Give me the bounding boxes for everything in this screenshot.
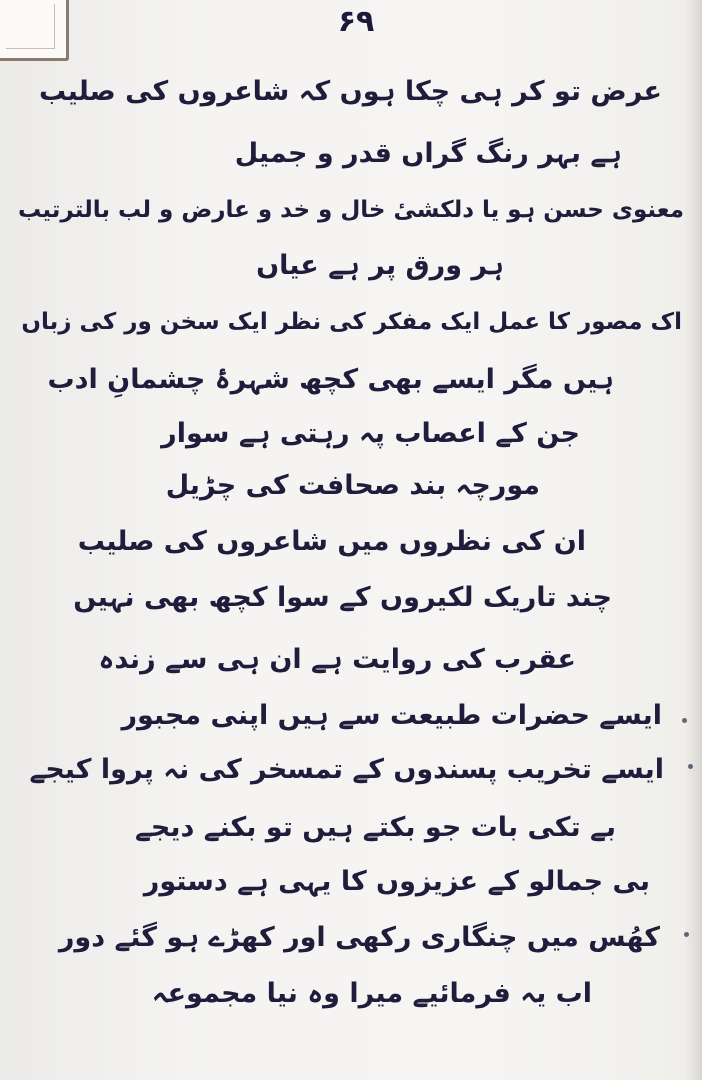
ink-speck — [684, 932, 689, 937]
poem-line: بے تکی بات جو بکتے ہیں تو بکنے دیجے — [135, 812, 616, 843]
page-edge-shadow — [684, 0, 702, 1080]
poem-line: ایسے تخریب پسندوں کے تمسخر کی نہ پروا کیجے — [29, 754, 664, 785]
poem-line: چند تاریک لکیروں کے سوا کچھ بھی نہیں — [73, 582, 612, 613]
ink-speck — [682, 718, 687, 723]
poem-line: ایسے حضرات طبیعت سے ہیں اپنی مجبور — [121, 700, 662, 731]
poem-line: معنوی حسن ہو یا دلکشیٔ خال و خد و عارض و لب بالترتیب — [18, 197, 684, 223]
poem-line: ان کی نظروں میں شاعروں کی صلیب — [77, 526, 586, 557]
poem-line: جن کے اعصاب پہ رہتی ہے سوار — [161, 418, 580, 449]
page-number: ۶۹ — [337, 4, 375, 39]
poem-line: اب یہ فرمائیے میرا وہ نیا مجموعہ — [151, 978, 592, 1009]
poem-line: ہیں مگر ایسے بھی کچھ شہرۂ چشمانِ ادب — [47, 364, 614, 395]
poem-line: کھُس میں چنگاری رکھی اور کھڑے ہو گئے دور — [58, 922, 660, 953]
ink-speck — [688, 764, 693, 769]
poem-line: اک مصور کا عمل ایک مفکر کی نظر ایک سخن ور کی زباں — [21, 309, 682, 335]
poem-line: بی جمالو کے عزیزوں کا یہی ہے دستور — [143, 866, 650, 897]
poem-line: ہے بہر رنگ گراں قدر و جمیل — [234, 138, 622, 169]
poem-line: عقرب کی روایت ہے ان ہی سے زندہ — [98, 644, 576, 675]
corner-stamp-mark — [0, 0, 69, 61]
poem-line: عرض تو کر ہی چکا ہوں کہ شاعروں کی صلیب — [39, 76, 662, 107]
poem-line: مورچہ بند صحافت کی چڑیل — [165, 470, 540, 501]
poem-line: ہر ورق پر ہے عیاں — [256, 250, 504, 281]
